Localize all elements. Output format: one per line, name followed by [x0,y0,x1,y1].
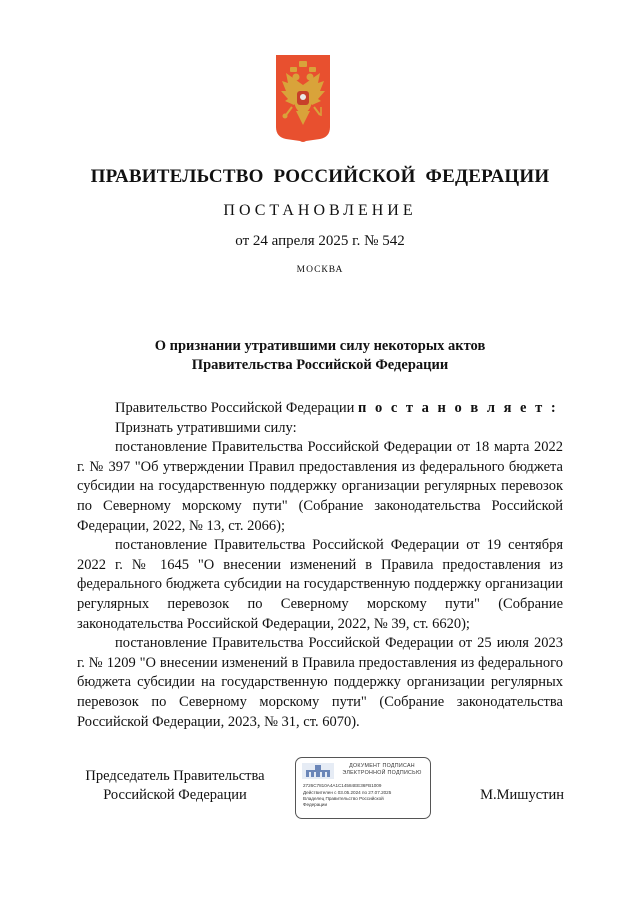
stamp-title-line-1: ДОКУМЕНТ ПОДПИСАН [349,763,415,769]
stamp-owner-line-1: Владелец Правительство Российской [303,796,384,801]
subject-line-2: Правительства Российской Федерации [191,357,449,373]
document-body [77,399,563,732]
position-line-1: Председатель Правительства [85,768,265,784]
list-item: постановление Правительства Российской Федерации от 19 сентября 2022 г. № 1645 "О внесении изменений в Правила предоставления из федерального бюджета субсидии на государственную поддержку организации регулярных перевозок по Северному морскому пути" (Собрание законодательства Российской Федерации, 2022, № 39, ст. 6620); [77,537,563,632]
list-item: постановление Правительства Российской Федерации от 25 июля 2023 г. № 1209 "О внесении изменений в Правила предоставления из федерального бюджета субсидии на государственную поддержку организации регулярных перевозок по Северному морскому пути" (Собрание законодательства Российской Федерации, 2023, № 31, ст. 6070). [77,635,563,730]
signatory-name: М.Мишустин [480,787,564,803]
government-building-icon [302,763,334,779]
signatory-position [77,767,273,805]
stamp-title [336,763,428,777]
recognize-paragraph: Признать утратившими силу: [115,419,297,436]
list-item: постановление Правительства Российской Федерации от 18 марта 2022 г. № 397 "Об утверждении Правил предоставления из федерального бюджета субсидии на государственную поддержку организации регулярных перевозок по Северному морскому пути" (Собрание законодательства Российской Федерации, 2022, № 13, ст. 2066); [77,439,563,534]
intro-action: п о с т а н о в л я е т : [357,400,559,416]
electronic-signature-stamp [295,757,431,819]
document-city: МОСКВА [296,265,344,275]
document-type: ПОСТАНОВЛЕНИЕ [223,202,417,219]
intro-paragraph [77,399,563,419]
state-emblem-icon [276,55,330,143]
subject-line-1: О признании утратившими силу некоторых актов [154,338,486,354]
stamp-title-line-2: ЭЛЕКТРОННОЙ ПОДПИСЬЮ [342,770,422,776]
intro-prefix: Правительство Российской Федерации [115,400,358,416]
stamp-serial: 2726C7810A4A1C14584EE36FB1009 [303,783,382,788]
stamp-owner-line-2: Федерации [303,802,328,807]
government-title: ПРАВИТЕЛЬСТВО РОССИЙСКОЙ ФЕДЕРАЦИИ [90,166,550,187]
document-subject [100,337,540,375]
position-line-2: Российской Федерации [103,787,247,803]
stamp-validity: Действителен с 03.05.2024 по 27.07.2025 [303,790,392,795]
document-date: от 24 апреля 2025 г. № 542 [235,233,405,249]
